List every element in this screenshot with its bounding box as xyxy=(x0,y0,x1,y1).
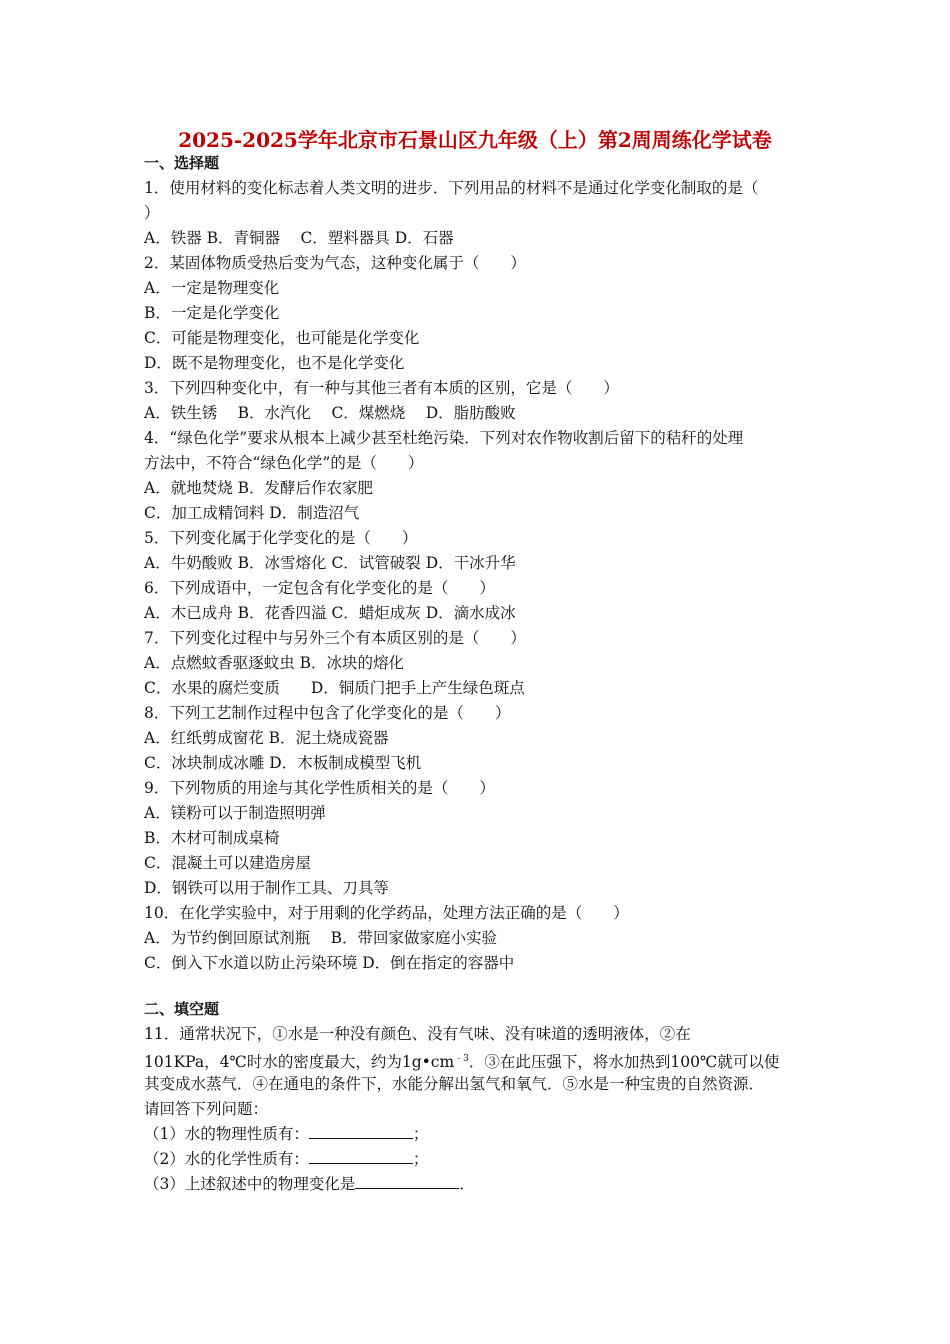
answer-blank-1[interactable] xyxy=(309,1124,413,1139)
question-line: C．可能是物理变化，也可能是化学变化 xyxy=(144,329,420,347)
question-line: 8．下列工艺制作过程中包含了化学变化的是（ ） xyxy=(144,704,511,722)
q11-line-4: 请回答下列问题： xyxy=(144,1100,269,1118)
q11-line-2 xyxy=(144,1047,824,1072)
question-line: C．加工成精饲料 D．制造沼气 xyxy=(144,504,360,522)
question-line: 6．下列成语中，一定包含有化学变化的是（ ） xyxy=(144,579,495,597)
question-line: A．就地焚烧 B．发酵后作农家肥 xyxy=(144,479,374,497)
exam-body xyxy=(144,151,824,1197)
choice-questions xyxy=(144,176,824,976)
question-line: A．铁生锈 B．水汽化 C．煤燃烧 D．脂肪酸败 xyxy=(144,404,516,422)
q11-sub-3-text: （3）上述叙述中的物理变化是 xyxy=(144,1175,356,1193)
section-heading-fill: 二、填空题 xyxy=(144,1000,220,1018)
question-line: A．牛奶酸败 B．冰雪熔化 C．试管破裂 D．干冰升华 xyxy=(144,554,516,572)
q11-superscript: ﹣3 xyxy=(454,1054,469,1064)
question-line: A．点燃蚊香驱逐蚊虫 B．冰块的熔化 xyxy=(144,654,405,672)
q11-line-3: 其变成水蒸气．④在通电的条件下，水能分解出氢气和氧气．⑤水是一种宝贵的自然资源． xyxy=(144,1075,765,1093)
q11-sub-3-end: ． xyxy=(459,1175,475,1193)
question-line: C．冰块制成冰雕 D．木板制成模型飞机 xyxy=(144,754,422,772)
question-line: C．水果的腐烂变质 D．铜质门把手上产生绿色斑点 xyxy=(144,679,525,697)
question-line: 4．“绿色化学”要求从根本上减少甚至杜绝污染．下列对农作物收割后留下的秸秆的处理 xyxy=(144,429,744,447)
question-line: C．倒入下水道以防止污染环境 D．倒在指定的容器中 xyxy=(144,954,515,972)
question-line: A．一定是物理变化 xyxy=(144,279,280,297)
question-line: B．一定是化学变化 xyxy=(144,304,280,322)
q11-sub-1-text: （1）水的物理性质有： xyxy=(144,1125,309,1143)
question-line: A．镁粉可以于制造照明弹 xyxy=(144,804,326,822)
question-line: 1．使用材料的变化标志着人类文明的进步．下列用品的材料不是通过化学变化制取的是（ xyxy=(144,179,759,197)
question-line: 9．下列物质的用途与其化学性质相关的是（ ） xyxy=(144,779,495,797)
question-line: A．为节约倒回原试剂瓶 B．带回家做家庭小实验 xyxy=(144,929,498,947)
question-line: 7．下列变化过程中与另外三个有本质区别的是（ ） xyxy=(144,629,526,647)
question-line: ） xyxy=(144,204,160,222)
question-line: D．既不是物理变化，也不是化学变化 xyxy=(144,354,405,372)
question-line: C．混凝土可以建造房屋 xyxy=(144,854,311,872)
question-line: A．木已成舟 B．花香四溢 C．蜡炬成灰 D．滴水成冰 xyxy=(144,604,516,622)
question-line: 3．下列四种变化中，有一种与其他三者有本质的区别，它是（ ） xyxy=(144,379,619,397)
question-line: 5．下列变化属于化学变化的是（ ） xyxy=(144,529,418,547)
question-line: 2．某固体物质受热后变为气态，这种变化属于（ ） xyxy=(144,254,526,272)
question-line: D．钢铁可以用于制作工具、刀具等 xyxy=(144,879,389,897)
section-heading-choice: 一、选择题 xyxy=(144,154,220,172)
q11-sub-2-end: ； xyxy=(412,1150,429,1168)
q11-sub-2-text: （2）水的化学性质有： xyxy=(144,1150,309,1168)
answer-blank-2[interactable] xyxy=(309,1149,413,1164)
q11-sub-1 xyxy=(144,1122,824,1147)
question-line: A．铁器 B．青铜器 C．塑料器具 D．石器 xyxy=(144,229,454,247)
question-line: B．木材可制成桌椅 xyxy=(144,829,280,847)
q11-sub-2 xyxy=(144,1147,824,1172)
question-line: 10．在化学实验中，对于用剩的化学药品，处理方法正确的是（ ） xyxy=(144,904,629,922)
q11-line-1: 11．通常状况下，①水是一种没有颜色、没有气味、没有味道的透明液体，②在 xyxy=(144,1025,691,1043)
exam-title: 2025-2025学年北京市石景山区九年级（上）第2周周练化学试卷 xyxy=(178,128,772,152)
question-line: A．红纸剪成窗花 B．泥土烧成瓷器 xyxy=(144,729,389,747)
question-line: 方法中，不符合“绿色化学”的是（ ） xyxy=(144,454,424,472)
section-spacer xyxy=(144,976,824,997)
q11-line-2-text: 101KPa，4℃时水的密度最大，约为1g•cm xyxy=(144,1053,455,1072)
q11-line-2-rest: ．③在此压强下，将水加热到100℃就可以使 xyxy=(468,1053,780,1072)
q11-sub-1-end: ； xyxy=(412,1125,429,1143)
q11-sub-3 xyxy=(144,1172,824,1197)
answer-blank-3[interactable] xyxy=(355,1174,459,1189)
